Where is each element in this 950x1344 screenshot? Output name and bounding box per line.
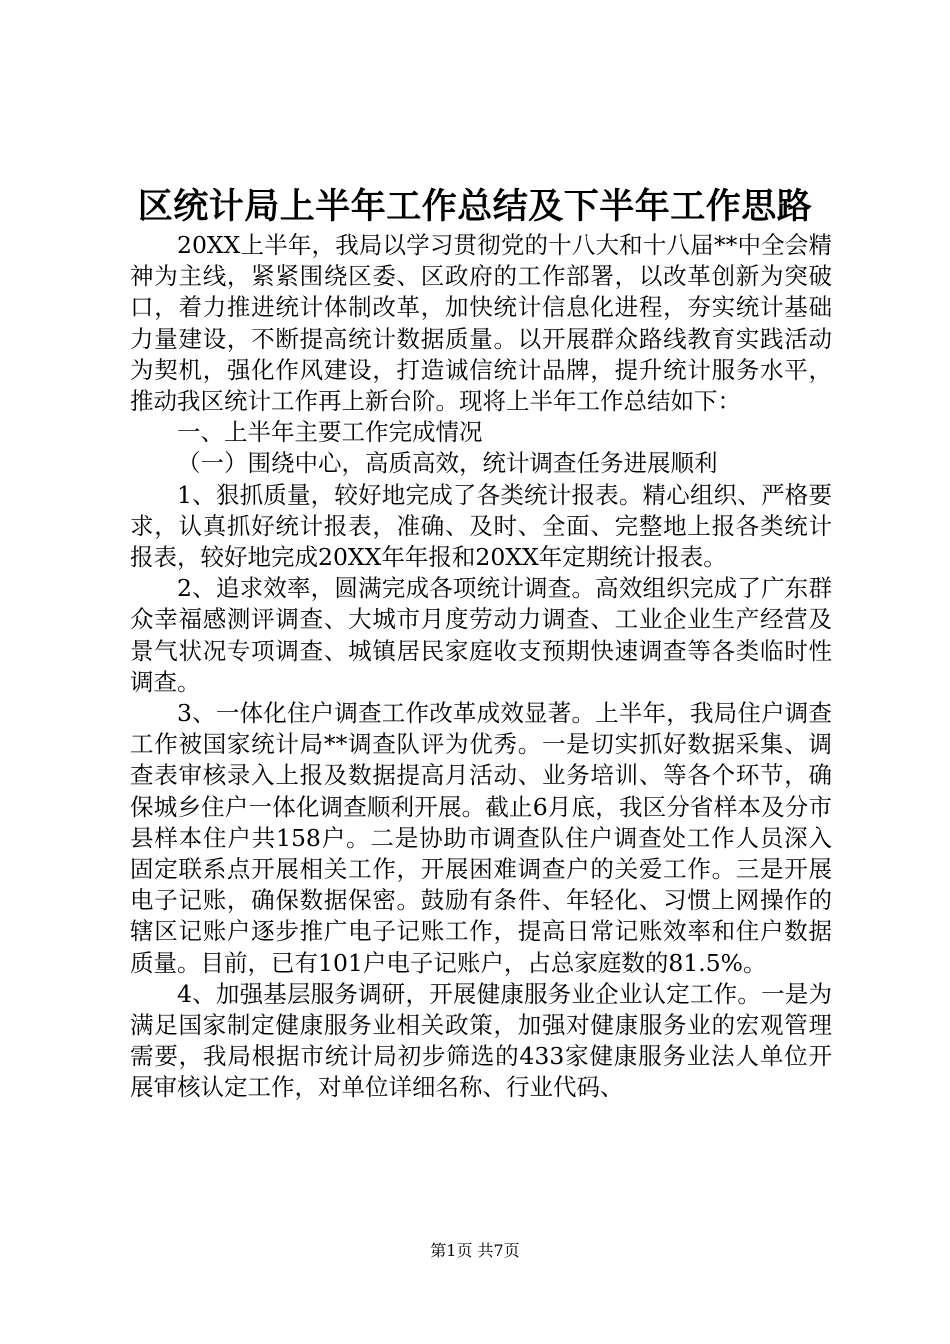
paragraph-item-3: 3、一体化住户调查工作改革成效显著。上半年，我局住户调查工作被国家统计局**调查队评为优秀。一是切实抓好数据采集、调查表审核录入上报及数据提高月活动、业务培训、等各个环节，确保城乡住户一体化调查顺利开展。截止6月底，我区分省样本及分市县样本住户共158户。二是协助市调查队住户调查处工作人员深入固定联系点开展相关工作，开展困难调查户的关爱工作。三是开展电子记账，确保数据保密。鼓励有条件、年轻化、习惯上网操作的辖区记账户逐步推广电子记账工作，提高日常记账效率和住户数据质量。目前，已有101户电子记账户，占总家庭数的81.5%。 xyxy=(130,699,832,977)
paragraph-intro: 20XX上半年，我局以学习贯彻党的十八大和十八届**中全会精神为主线，紧紧围绕区委、区政府的工作部署，以改革创新为突破口，着力推进统计体制改革，加快统计信息化进程，夯实统计基础力量建设，不断提高统计数据质量。以开展群众路线教育实践活动为契机，强化作风建设，打造诚信统计品牌，提升统计服务水平，推动我区统计工作再上新台阶。现将上半年工作总结如下： xyxy=(130,231,832,416)
paragraph-item-2: 2、追求效率，圆满完成各项统计调查。高效组织完成了广东群众幸福感测评调查、大城市月度劳动力调查、工业企业生产经营及景气状况专项调查、城镇居民家庭收支预期快速调查等各类临时性调查。 xyxy=(130,574,832,696)
page-number-footer: 第1页 共7页 xyxy=(430,1241,520,1260)
paragraph-item-4: 4、加强基层服务调研，开展健康服务业企业认定工作。一是为满足国家制定健康服务业相关政策，加强对健康服务业的宏观管理需要，我局根据市统计局初步筛选的433家健康服务业法人单位开展审核认定工作，对单位详细名称、行业代码、 xyxy=(130,979,832,1102)
subsection-heading: （一）围绕中心，高质高效，统计调查任务进展顺利 xyxy=(177,449,718,478)
document-body xyxy=(130,230,832,1104)
paragraph-item-1: 1、狠抓质量，较好地完成了各类统计报表。精心组织、严格要求，认真抓好统计报表，准确、及时、全面、完整地上报各类统计报表，较好地完成20XX年年报和20XX年定期统计报表。 xyxy=(130,480,832,572)
document-title: 区统计局上半年工作总结及下半年工作思路 xyxy=(137,186,813,227)
section-heading: 一、上半年主要工作完成情况 xyxy=(177,418,483,447)
